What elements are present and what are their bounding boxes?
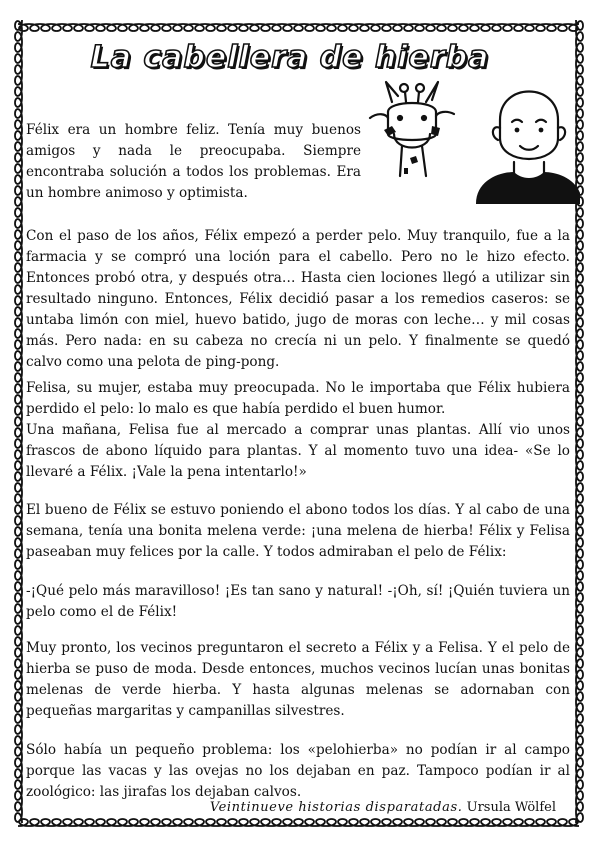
paragraph-8: Sólo había un pequeño problema: los «pelohierba» no podían ir al campo porque las vacas y las ovejas no los dejaban en paz. Tampoco podían ir al zoológico: las jirafas los dejaban calvos. [26,742,570,800]
page-title: La cabellera de hierba [90,40,490,75]
author-name: Ursula Wölfel [466,800,556,815]
paragraph-6: -¡Qué pelo más maravilloso! ¡Es tan sano y natural! -¡Oh, sí! ¡Quién tuviera un pelo como el de Félix! [26,583,570,620]
bald-man-icon [470,72,580,204]
giraffe-icon [362,72,462,182]
paragraph-7: Muy pronto, los vecinos preguntaron el secreto a Félix y a Felisa. Y el pelo de hierba se puso de moda. Desde entonces, muchos vecinos lucían unas bonitas melenas de verde hierba. Y hasta algunas melenas se adornaban con pequeñas margaritas y campanillas silvestres. [26,640,570,719]
paragraph-4: Una mañana, Felisa fue al mercado a comprar unas plantas. Allí vio unos frascos de abono líquido para plantas. Y al momento tuvo una idea- «Se lo llevaré a Félix. ¡Vale la pena intentarlo!» [26,422,570,480]
paragraph-1: Félix era un hombre feliz. Tenía muy buenos amigos y nada le preocupaba. Siempre encontraba solución a todos los problemas. Era un hombre animoso y optimista. [26,122,361,201]
paragraph-2: Con el paso de los años, Félix empezó a perder pelo. Muy tranquilo, fue a la farmacia y se compró una loción para el cabello. Pero no le hizo efecto. Entonces probó otra, y después otra… Hasta cien lociones llegó a utilizar sin resultado ninguno. Entonces, Félix decidió pasar a los remedios caseros: se untaba limón con miel, huevo batido, jugo de moras con leche… y mil cosas más. Pero nada: en su cabeza no crecía ni un pelo. Y finalmente se quedó calvo como una pelota de ping-pong. [26,228,570,370]
paragraph-5: El bueno de Félix se estuvo poniendo el abono todos los días. Y al cabo de una semana, tenía una bonita melena verde: ¡una melena de hierba! Félix y Felisa paseaban muy felices por la calle. Y todos admiraban el pelo de Félix: [26,502,570,560]
paragraph-3: Felisa, su mujer, estaba muy preocupada. No le importaba que Félix hubiera perdido el pelo: lo malo es que había perdido el buen humor. [26,380,570,417]
book-title: Veintinueve historias disparatadas. [209,800,463,815]
source-credit [210,800,556,815]
